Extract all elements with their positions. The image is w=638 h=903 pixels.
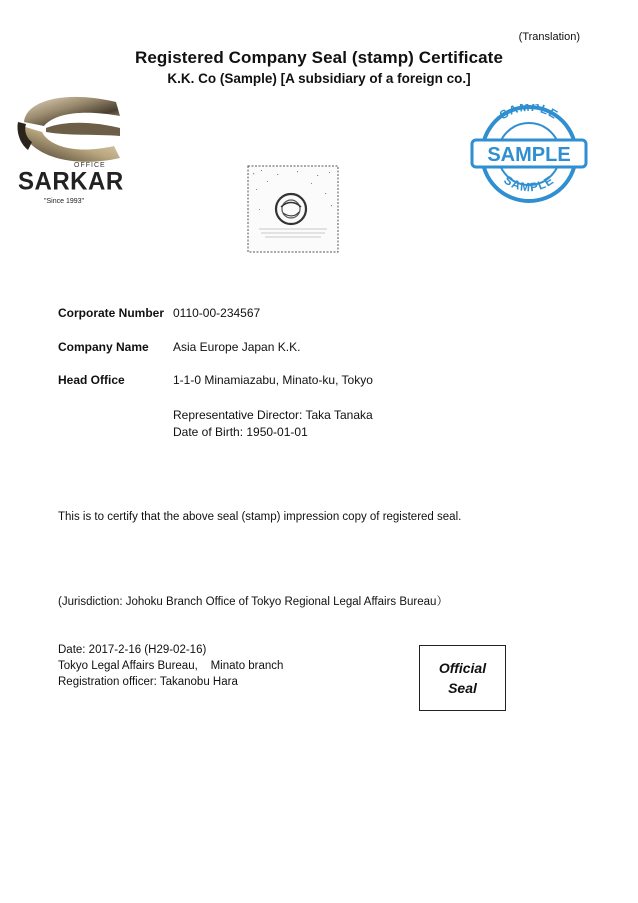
stamp-bottom-text: SAMPLE — [501, 172, 557, 195]
company-name-value: Asia Europe Japan K.K. — [173, 340, 301, 354]
logo-since-text: "Since 1993" — [44, 198, 84, 205]
corporate-number-label: Corporate Number — [58, 306, 165, 320]
official-seal-line1: Official — [438, 660, 487, 676]
representative-director: Representative Director: Taka Tanaka — [173, 408, 373, 422]
official-seal-box — [419, 645, 506, 711]
date-of-birth: Date of Birth: 1950-01-01 — [173, 425, 308, 439]
pen-nib-logo-icon — [16, 92, 128, 172]
company-name-label: Company Name — [58, 340, 149, 354]
jurisdiction-note: (Jurisdiction: Johoku Branch Office of Tokyo Regional Legal Affairs Bureau） — [58, 596, 448, 608]
translation-note: (Translation) — [518, 31, 580, 43]
certification-statement: This is to certify that the above seal (stamp) impression copy of registered seal. — [58, 511, 462, 523]
stamp-top-text: SAMPLE — [497, 104, 561, 123]
issuing-bureau: Tokyo Legal Affairs Bureau, Minato branch — [58, 660, 284, 672]
head-office-value: 1-1-0 Minamiazabu, Minato-ku, Tokyo — [173, 373, 373, 387]
logo-name-text: SARKAR — [18, 167, 124, 196]
document-subtitle: K.K. Co (Sample) [A subsidiary of a foreign co.] — [167, 71, 471, 86]
issue-date: Date: 2017-2-16 (H29-02-16) — [58, 644, 207, 656]
svg-text:SAMPLE — [497, 104, 561, 122]
svg-text:SAMPLE — [501, 173, 556, 195]
head-office-label: Head Office — [58, 373, 125, 387]
logo-office-text: OFFICE — [74, 162, 106, 169]
sarkar-logo — [16, 92, 128, 210]
company-seal-impression-icon — [247, 165, 339, 253]
representative-block — [173, 407, 373, 441]
registration-officer: Registration officer: Takanobu Hara — [58, 676, 238, 688]
corporate-number-value: 0110-00-234567 — [173, 306, 261, 320]
official-seal-line2: Seal — [448, 680, 477, 696]
document-title: Registered Company Seal (stamp) Certificate — [134, 48, 503, 67]
issuance-info — [58, 642, 283, 690]
stamp-middle-text: SAMPLE — [487, 144, 571, 166]
sample-stamp — [468, 104, 590, 204]
seal-impression-image — [247, 165, 339, 253]
sample-stamp-icon — [468, 104, 590, 204]
